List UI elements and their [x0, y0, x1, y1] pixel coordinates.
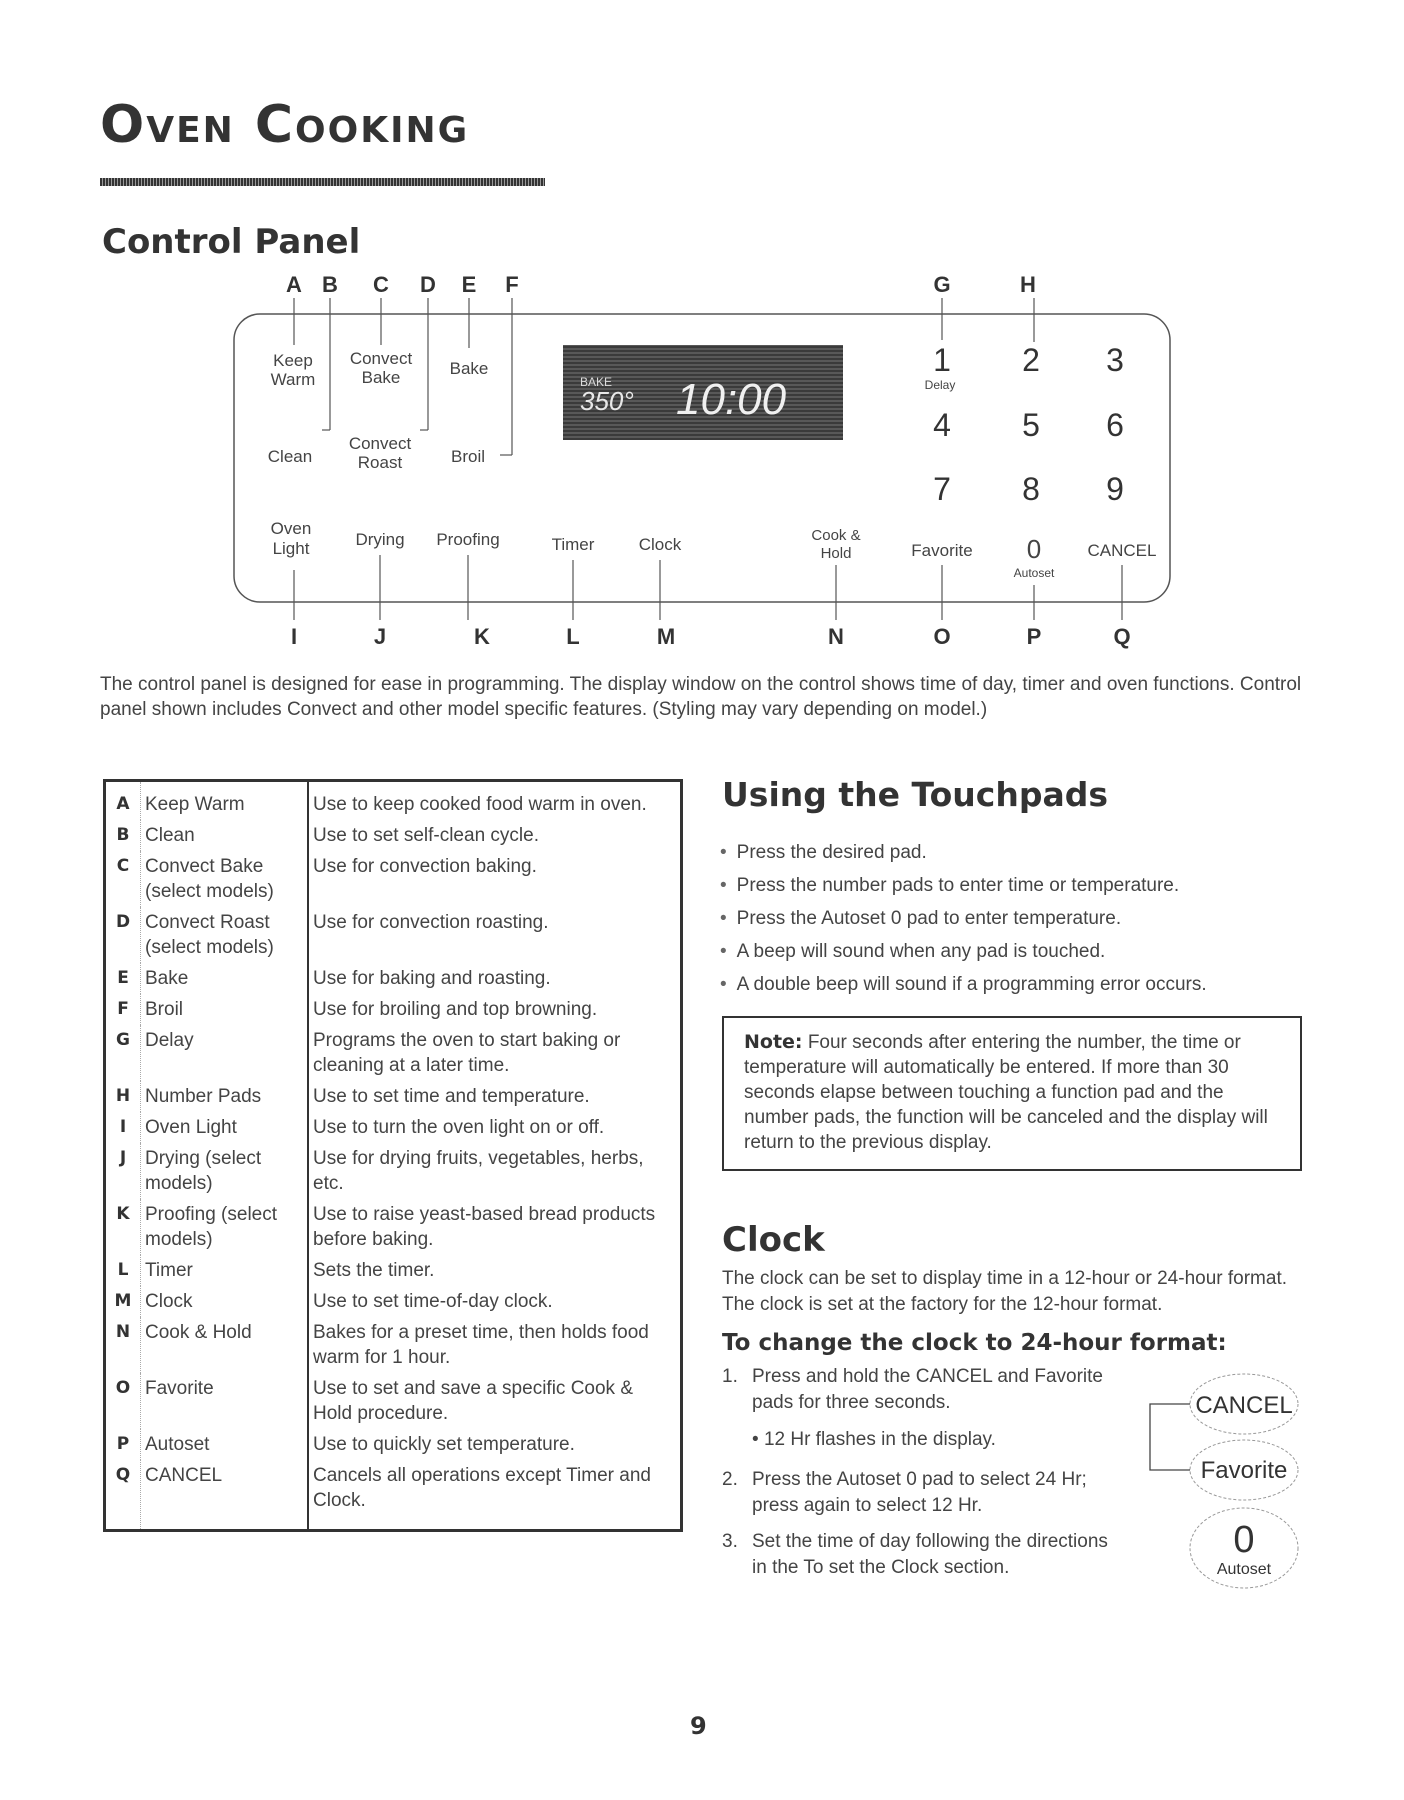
- legend-name: Delay: [141, 1025, 309, 1081]
- pad-convect-roast-2: Roast: [357, 453, 403, 472]
- number-pad-4: 4: [933, 407, 951, 443]
- number-pad-7: 7: [933, 471, 951, 507]
- clock-text: The clock can be set to display time in a 12-hour or 24-hour format. The clock is set at the factory for the 12-hour format.: [722, 1268, 1287, 1315]
- legend-desc: Cancels all operations except Timer and Clock.: [313, 1465, 651, 1511]
- legend-desc: Sets the timer.: [313, 1260, 435, 1281]
- table-row: [105, 1255, 682, 1286]
- pad-autoset-label: Autoset: [1013, 566, 1055, 580]
- legend-key: M: [105, 1286, 141, 1317]
- letter-j: J: [373, 624, 387, 649]
- legend-desc: Use to set time and temperature.: [313, 1086, 590, 1107]
- letter-g: G: [933, 272, 951, 297]
- legend-desc: Use to raise yeast-based bread products before baking.: [313, 1204, 656, 1250]
- number-pad-2: 2: [1022, 342, 1040, 378]
- step-2-line-2: press again to select 12 Hr.: [752, 1495, 983, 1516]
- legend-desc: Use for drying fruits, vegetables, herbs, etc.: [313, 1148, 644, 1194]
- table-row: [105, 963, 682, 994]
- table-row: [105, 851, 682, 907]
- legend-key: D: [105, 907, 141, 963]
- legend-key: F: [105, 994, 141, 1025]
- pad-clock: Clock: [638, 535, 682, 554]
- legend-name: Drying (select models): [141, 1143, 309, 1199]
- pad-broil: Broil: [450, 447, 486, 466]
- display-mode: BAKE: [580, 375, 613, 389]
- letter-q: Q: [1113, 624, 1131, 649]
- step-2-num: 2.: [722, 1469, 738, 1490]
- legend-desc: Use for broiling and top browning.: [313, 999, 598, 1020]
- legend-key: I: [105, 1112, 141, 1143]
- letter-n: N: [828, 624, 844, 649]
- list-item: • Press the Autoset 0 pad to enter temperature.: [720, 902, 1310, 935]
- legend-name: Autoset: [141, 1429, 309, 1460]
- legend-name: Clock: [141, 1286, 309, 1317]
- legend-desc: Use for convection baking.: [313, 856, 537, 877]
- legend-key: O: [105, 1373, 141, 1429]
- pad-keep-warm-2: Warm: [270, 370, 316, 389]
- letter-h: H: [1020, 272, 1036, 297]
- pad-cook-hold-2: Hold: [820, 545, 852, 562]
- table-row: [105, 781, 682, 821]
- display-time: 10:00: [676, 375, 787, 424]
- legend-key: L: [105, 1255, 141, 1286]
- pad-drying: Drying: [355, 530, 405, 549]
- table-row: [105, 1112, 682, 1143]
- pad-clean: Clean: [267, 447, 313, 466]
- legend-name: CANCEL: [141, 1460, 309, 1531]
- letter-f: F: [505, 272, 519, 297]
- control-panel-heading: Control Panel: [102, 222, 361, 262]
- format-subheading: To change the clock to 24-hour format:: [722, 1330, 1227, 1356]
- table-row: [105, 907, 682, 963]
- letter-p: P: [1026, 624, 1042, 649]
- legend-name: Bake: [141, 963, 309, 994]
- pad-favorite: Favorite: [911, 541, 973, 560]
- legend-name: Proofing (select models): [141, 1199, 309, 1255]
- step-1-num: 1.: [722, 1366, 738, 1387]
- number-pad-6: 6: [1106, 407, 1124, 443]
- table-row: [105, 994, 682, 1025]
- legend-desc: Use to quickly set temperature.: [313, 1434, 575, 1455]
- touchpads-heading: Using the Touchpads: [722, 775, 1108, 814]
- table-row: [105, 1429, 682, 1460]
- legend-key: J: [105, 1143, 141, 1199]
- legend-desc: Use to set and save a specific Cook & Hold procedure.: [313, 1378, 633, 1424]
- step-3-num: 3.: [722, 1531, 738, 1552]
- legend-desc: Bakes for a preset time, then holds food warm for 1 hour.: [313, 1322, 649, 1368]
- legend-desc: Use to turn the oven light on or off.: [313, 1117, 605, 1138]
- pad-convect-roast-1: Convect: [348, 434, 412, 453]
- legend-key: Q: [105, 1460, 141, 1531]
- control-legend-table: [103, 779, 683, 1532]
- pad-convect-bake-2: Bake: [361, 368, 401, 387]
- diagram-favorite: Favorite: [1200, 1457, 1288, 1484]
- diagram-digit: 0: [1233, 1519, 1255, 1561]
- control-panel-diagram: [0, 0, 1404, 660]
- note-label: Note:: [744, 1031, 803, 1053]
- pad-proofing: Proofing: [436, 530, 500, 549]
- number-pad-3: 3: [1106, 342, 1124, 378]
- pad-cancel: CANCEL: [1087, 541, 1157, 560]
- legend-name: Convect Roast (select models): [141, 907, 309, 963]
- table-row: [105, 1460, 682, 1531]
- number-pad-1: 1: [933, 342, 951, 378]
- page-title: Oven Cooking: [100, 95, 470, 155]
- table-row: [105, 1317, 682, 1373]
- legend-name: Cook & Hold: [141, 1317, 309, 1373]
- legend-key: A: [105, 781, 141, 821]
- letter-a: A: [286, 272, 302, 297]
- table-row: [105, 1373, 682, 1429]
- legend-key: G: [105, 1025, 141, 1081]
- pad-bake: Bake: [449, 359, 489, 378]
- pad-cook-hold-1: Cook &: [811, 527, 861, 544]
- step-3-line-2: in the To set the Clock section.: [752, 1557, 1010, 1578]
- list-item: • A double beep will sound if a programming error occurs.: [720, 968, 1310, 1001]
- letter-b: B: [322, 272, 338, 297]
- legend-key: E: [105, 963, 141, 994]
- pad-timer: Timer: [551, 535, 595, 554]
- sub-bullet-text: 12 Hr flashes in the display.: [763, 1429, 996, 1450]
- legend-desc: Use for baking and roasting.: [313, 968, 551, 989]
- table-row: [105, 1199, 682, 1255]
- list-item: • A beep will sound when any pad is touched.: [720, 935, 1310, 968]
- letter-e: E: [461, 272, 477, 297]
- legend-name: Number Pads: [141, 1081, 309, 1112]
- legend-key: K: [105, 1199, 141, 1255]
- letter-m: M: [656, 624, 676, 649]
- pad-autoset-digit: 0: [1026, 534, 1042, 564]
- note-box: [722, 1016, 1302, 1171]
- table-row: [105, 1025, 682, 1081]
- clock-heading: Clock: [722, 1220, 825, 1260]
- pad-oven-light-2: Light: [272, 539, 310, 558]
- diagram-cancel: CANCEL: [1195, 1392, 1293, 1419]
- letter-l: L: [566, 624, 580, 649]
- table-row: [105, 1081, 682, 1112]
- list-item: • Press the number pads to enter time or temperature.: [720, 869, 1310, 902]
- legend-desc: Use to set self-clean cycle.: [313, 825, 539, 846]
- step-1-sub-bullet: • 12 Hr flashes in the display.: [752, 1429, 996, 1450]
- number-pad-5: 5: [1022, 407, 1040, 443]
- legend-name: Broil: [141, 994, 309, 1025]
- letter-k: K: [474, 624, 490, 649]
- diagram-autoset: Autoset: [1216, 1561, 1272, 1578]
- legend-name: Timer: [141, 1255, 309, 1286]
- note-text: Four seconds after entering the number, the time or temperature will automatically be entered. If more than 30 seconds elapse between touching a function pad and the number pads, the function will be canceled and the display will return to the previous display.: [744, 1032, 1268, 1153]
- table-row: [105, 820, 682, 851]
- clock-pad-diagram: [1140, 1370, 1320, 1600]
- legend-name: Convect Bake (select models): [141, 851, 309, 907]
- page-number: 9: [690, 1712, 707, 1740]
- letter-o: O: [933, 624, 951, 649]
- letter-d: D: [420, 272, 436, 297]
- display-temp: 350°: [580, 386, 634, 416]
- legend-key: H: [105, 1081, 141, 1112]
- table-row: [105, 1286, 682, 1317]
- pad-oven-light-1: Oven: [270, 519, 312, 538]
- number-pad-9: 9: [1106, 471, 1124, 507]
- control-panel-intro: The control panel is designed for ease in programming. The display window on the control shows time of day, timer and oven functions. Control panel shown includes Convect and other model specific features. (Styling may vary depending on model.): [100, 674, 1302, 720]
- list-item: • Press the desired pad.: [720, 836, 1310, 869]
- legend-desc: Use to set time-of-day clock.: [313, 1291, 553, 1312]
- step-1-line-2: pads for three seconds.: [752, 1392, 951, 1413]
- legend-name: Keep Warm: [141, 781, 309, 821]
- number-pad-8: 8: [1022, 471, 1040, 507]
- legend-name: Oven Light: [141, 1112, 309, 1143]
- legend-name: Favorite: [141, 1373, 309, 1429]
- step-1-line-1: Press and hold the CANCEL and Favorite: [752, 1366, 1103, 1387]
- legend-key: C: [105, 851, 141, 907]
- legend-key: P: [105, 1429, 141, 1460]
- step-3-line-1: Set the time of day following the directions: [752, 1531, 1108, 1552]
- legend-desc: Programs the oven to start baking or cleaning at a later time.: [313, 1030, 621, 1076]
- touchpads-list: [720, 836, 1310, 1001]
- legend-desc: Use for convection roasting.: [313, 912, 549, 933]
- legend-desc: Use to keep cooked food warm in oven.: [313, 794, 647, 815]
- pad-convect-bake-1: Convect: [349, 349, 413, 368]
- step-2-line-1: Press the Autoset 0 pad to select 24 Hr;: [752, 1469, 1087, 1490]
- table-row: [105, 1143, 682, 1199]
- letter-i: I: [290, 624, 298, 649]
- legend-key: N: [105, 1317, 141, 1373]
- letter-c: C: [373, 272, 389, 297]
- pad-delay-label: Delay: [924, 378, 956, 392]
- legend-name: Clean: [141, 820, 309, 851]
- legend-key: B: [105, 820, 141, 851]
- pad-keep-warm-1: Keep: [273, 351, 313, 370]
